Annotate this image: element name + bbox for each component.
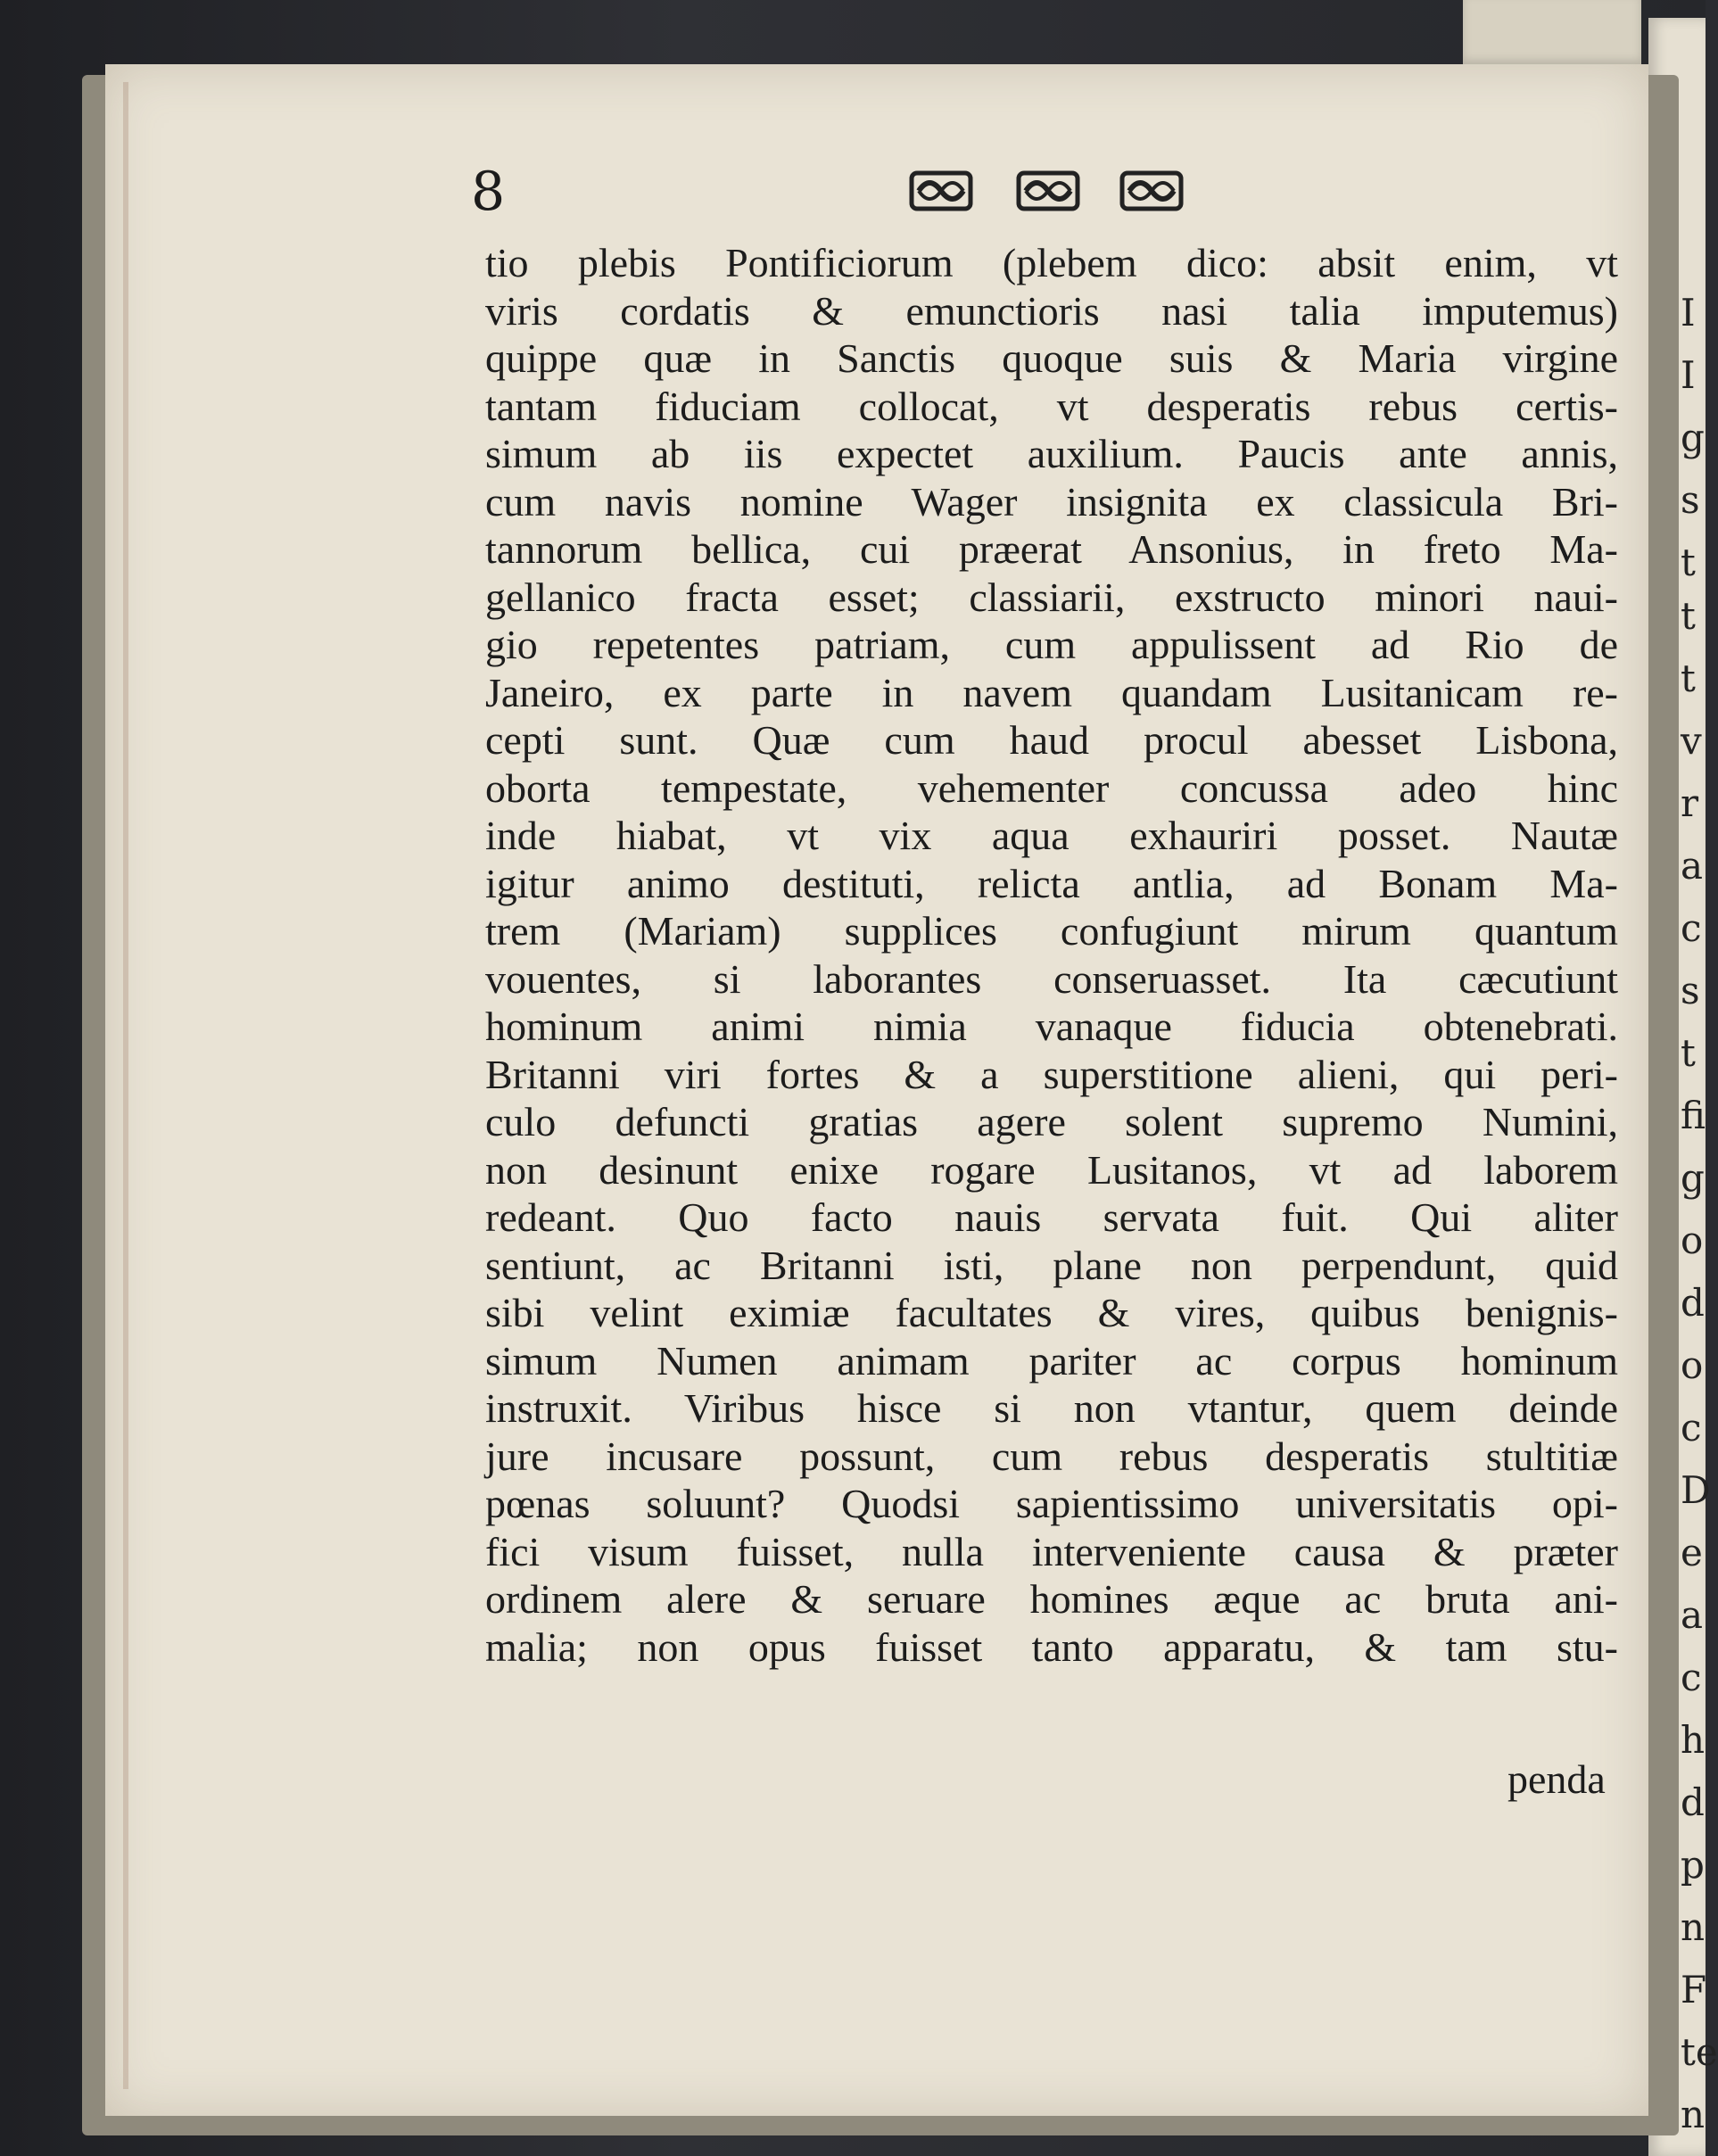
adjacent-page-fragment: t — [1681, 1031, 1696, 1075]
adjacent-page-fragment: fi — [1681, 1094, 1706, 1137]
fleuron-ornament-icon — [1017, 169, 1079, 212]
text-line: oborta tempestate, vehementer concussa adeo hinc — [485, 764, 1618, 811]
text-line: tio plebis Pontificiorum (plebem dico: absit enim, vt — [485, 240, 1618, 285]
adjacent-page-fragment: n — [1681, 1905, 1706, 1949]
adjacent-page-fragment: e — [1681, 1531, 1703, 1574]
adjacent-page-fragment: F — [1681, 1968, 1707, 2011]
adjacent-page-fragment: g — [1681, 1156, 1705, 1200]
adjacent-page-fragment: D — [1681, 1468, 1711, 1512]
adjacent-page-fragment: g — [1681, 416, 1705, 459]
adjacent-page-fragment: a — [1681, 844, 1704, 888]
adjacent-page-fragment: s — [1681, 969, 1700, 1012]
fleuron-ornament-icon — [910, 169, 972, 212]
adjacent-page-fragment: t — [1681, 594, 1696, 638]
adjacent-page-fragment: t — [1681, 657, 1696, 700]
text-line: malia; non opus fuisset tanto apparatu, & tam stu- — [485, 1623, 1618, 1670]
body-text — [485, 239, 1618, 1671]
catchword: penda — [1507, 1756, 1606, 1802]
adjacent-page-fragment: o — [1681, 1343, 1704, 1387]
text-line: simum Numen animam pariter ac corpus hominum — [485, 1337, 1618, 1384]
adjacent-page-fragment: c — [1681, 906, 1702, 950]
text-line: Janeiro, ex parte in navem quandam Lusitanicam re- — [485, 669, 1618, 715]
text-line: cum navis nomine Wager insignita ex classicula Bri- — [485, 478, 1618, 525]
text-line: inde hiabat, vt vix aqua exhauriri posset. Nautæ — [485, 813, 1618, 858]
adjacent-page-tab — [1463, 0, 1641, 66]
text-line: sibi velint eximiæ facultates & vires, quibus benignis- — [485, 1290, 1618, 1335]
text-line: viris cordatis & emunctioris nasi talia imputemus) — [485, 287, 1618, 334]
text-line: Britanni viri fortes & a superstitione alieni, qui peri- — [485, 1051, 1618, 1097]
page-edge-stain — [123, 82, 128, 2089]
text-line: culo defuncti gratias agere solent supremo Numini, — [485, 1099, 1618, 1144]
text-line: cepti sunt. Quæ cum haud procul abesset Lisbona, — [485, 717, 1618, 763]
text-line: sentiunt, ac Britanni isti, plane non perpendunt, quid — [485, 1242, 1618, 1288]
text-line: instruxit. Viribus hisce si non vtantur, quem deinde — [485, 1385, 1618, 1431]
adjacent-page-fragment: o — [1681, 1218, 1704, 1262]
adjacent-page-fragment: c — [1681, 1406, 1702, 1450]
adjacent-page-fragment: te — [1681, 2030, 1718, 2074]
text-line: simum ab iis expectet auxilium. Paucis ante annis, — [485, 431, 1618, 476]
text-line: tantam fiduciam collocat, vt desperatis rebus certis- — [485, 383, 1618, 429]
page-number: 8 — [471, 161, 506, 223]
text-line: gellanico fracta esset; classiarii, exstructo minori naui- — [485, 574, 1618, 620]
text-line: pœnas soluunt? Quodsi sapientissimo universitatis opi- — [485, 1481, 1618, 1526]
adjacent-page-fragment: n — [1681, 2093, 1706, 2136]
text-line: jure incusare possunt, cum rebus desperatis stultitiæ — [485, 1433, 1618, 1479]
text-line: hominum animi nimia vanaque fiducia obtenebrati. — [485, 1004, 1618, 1049]
adjacent-page-fragment: d — [1681, 1281, 1705, 1325]
text-line: quippe quæ in Sanctis quoque suis & Maria virgine — [485, 335, 1618, 381]
adjacent-page-fragment: I — [1681, 353, 1696, 397]
text-line: non desinunt enixe rogare Lusitanos, vt ad laborem — [485, 1146, 1618, 1193]
adjacent-page-fragment: I — [1681, 291, 1696, 335]
adjacent-page-fragment: s — [1681, 478, 1700, 522]
page-header — [471, 161, 1631, 223]
adjacent-page-fragment: a — [1681, 1593, 1704, 1637]
adjacent-page-fragment: p — [1681, 1843, 1705, 1887]
adjacent-page-fragment: d — [1681, 1780, 1705, 1824]
adjacent-page-fragment: h — [1681, 1718, 1706, 1762]
text-line: igitur animo destituti, relicta antlia, ad Bonam Ma- — [485, 860, 1618, 906]
text-line: ordinem alere & seruare homines æque ac bruta ani- — [485, 1576, 1618, 1622]
fleuron-ornament-icon — [1120, 169, 1183, 212]
adjacent-page-fragment: v — [1681, 719, 1702, 763]
text-line: gio repetentes patriam, cum appulissent ad Rio de — [485, 622, 1618, 667]
adjacent-page-fragment: r — [1681, 781, 1699, 825]
text-line: fici visum fuisset, nulla interveniente causa & præter — [485, 1528, 1618, 1574]
text-line: tannorum bellica, cui præerat Ansonius, in freto Ma- — [485, 526, 1618, 572]
text-line: vouentes, si laborantes conseruasset. Ita cæcutiunt — [485, 955, 1618, 1002]
text-line: trem (Mariam) supplices confugiunt mirum quantum — [485, 908, 1618, 954]
adjacent-page-fragment: t — [1681, 541, 1696, 584]
text-line: redeant. Quo facto nauis servata fuit. Qui aliter — [485, 1194, 1618, 1240]
adjacent-page-fragment: c — [1681, 1656, 1702, 1699]
